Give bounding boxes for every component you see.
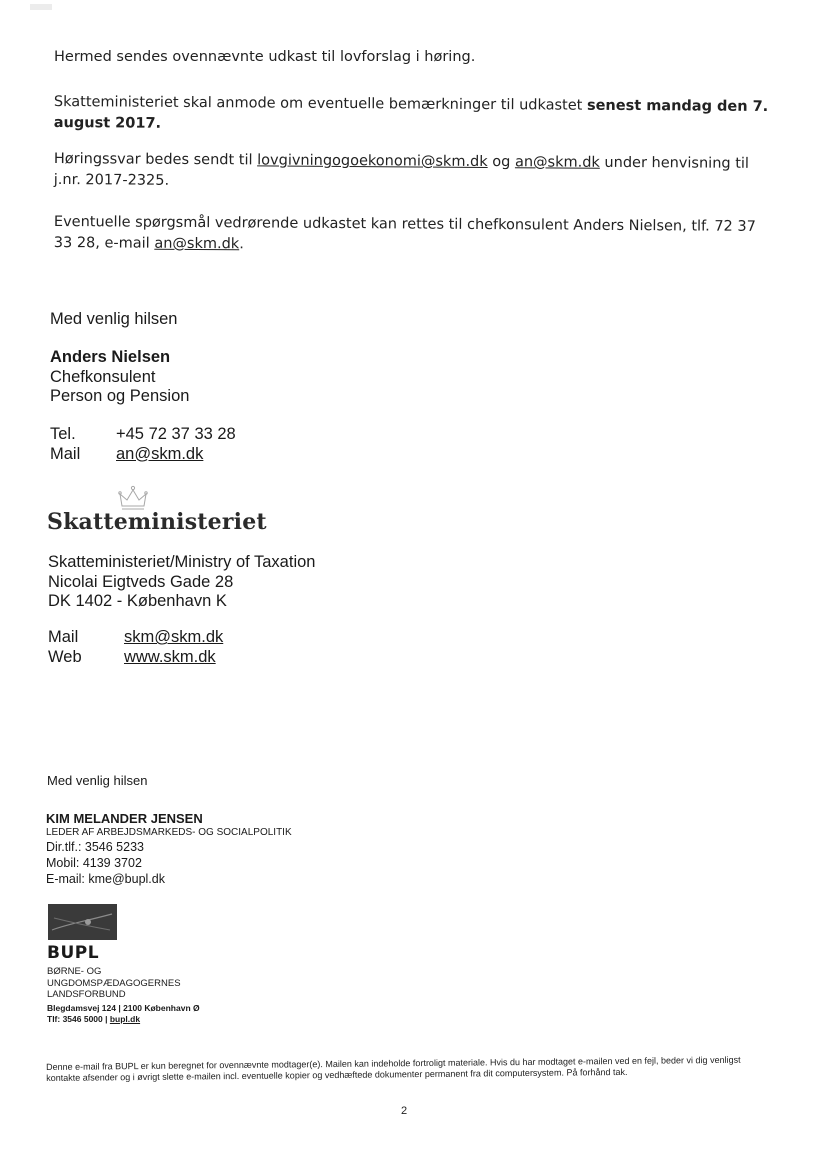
response-paragraph	[54, 149, 774, 196]
skatteministeriet-logo-text: Skatteministeriet	[47, 509, 267, 535]
bupl-org-line-1: BØRNE- OG	[47, 966, 102, 977]
scan-speck	[30, 4, 52, 10]
mail-row	[50, 445, 236, 465]
response-text-1: Høringssvar bedes sendt til	[53, 150, 258, 169]
org-address	[48, 553, 315, 612]
org-name: Skatteministeriet/Ministry of Taxation	[48, 553, 316, 571]
signer-info	[50, 348, 189, 407]
intro-paragraph	[54, 47, 774, 68]
org-mail-label: Mail	[48, 628, 79, 646]
greeting-2: Med venlig hilsen	[47, 773, 148, 788]
disclaimer	[46, 1055, 758, 1084]
deadline-paragraph	[54, 92, 774, 139]
org-street: Nicolai Eigtveds Gade 28	[48, 572, 234, 591]
questions-email-link[interactable]: an@skm.dk	[154, 235, 240, 253]
org-contact	[48, 628, 223, 667]
questions-end: .	[239, 236, 244, 253]
web-label: Web	[48, 647, 82, 666]
tel-row	[50, 425, 236, 445]
web-row	[48, 648, 223, 668]
org-email-link[interactable]: skm@skm.dk	[124, 628, 224, 646]
response-email-link-1[interactable]: lovgivningogoekonomi@skm.dk	[257, 152, 488, 171]
web-link[interactable]: www.skm.dk	[124, 647, 216, 666]
org-city: DK 1402 - København K	[48, 592, 227, 610]
signer-department: Person og Pension	[50, 387, 190, 405]
signer-title: Chefkonsulent	[50, 367, 156, 386]
signer2-info	[46, 811, 292, 887]
tel-label: Tel.	[50, 425, 76, 443]
bupl-logo-graphic	[48, 904, 117, 940]
bupl-phone: Tlf: 3546 5000 |	[47, 1014, 110, 1024]
signer-name: Anders Nielsen	[50, 348, 171, 366]
bupl-web-link[interactable]: bupl.dk	[109, 1014, 141, 1024]
signature-block-1	[50, 310, 178, 330]
bupl-org-line-3: LANDSFORBUND	[47, 989, 126, 1000]
bupl-logo-text: BUPL	[47, 943, 100, 963]
bupl-street: Blegdamsvej 124 | 2100 København Ø	[47, 1002, 200, 1013]
response-text-2: og	[487, 154, 516, 171]
signer2-mobile: Mobil: 4139 3702	[46, 856, 142, 870]
response-email-link-2[interactable]: an@skm.dk	[514, 154, 600, 171]
deadline-text: Skatteministeriet skal anmode om eventuelle bemærkninger til udkastet	[53, 93, 588, 114]
greeting: Med venlig hilsen	[50, 310, 178, 328]
signer-contact	[50, 425, 236, 464]
bupl-phone-row	[47, 1014, 200, 1026]
deadline-date: senest mandag den 7. august 2017.	[53, 97, 769, 132]
signer2-title: LEDER AF ARBEJDSMARKEDS- OG SOCIALPOLITIK	[46, 827, 292, 838]
signer-email-link[interactable]: an@skm.dk	[116, 444, 204, 463]
response-text-3: under henvisning til j.nr. 2017-2325.	[53, 154, 750, 189]
tel-value: +45 72 37 33 28	[116, 425, 236, 443]
signer2-email: E-mail: kme@bupl.dk	[46, 872, 165, 886]
intro-text: Hermed sendes ovennævnte udkast til lovforslag i høring.	[54, 49, 476, 65]
signature-block-2	[47, 773, 147, 789]
bupl-org-line-2: UNGDOMSPÆDAGOGERNES	[47, 977, 181, 989]
bupl-logo-image	[48, 904, 117, 940]
signer2-name: KIM MELANDER JENSEN	[46, 811, 203, 826]
org-mail-row	[48, 628, 223, 648]
questions-text: Eventuelle spørgsmål vedrørende udkastet kan rettes til chefkonsulent Anders Nielsen, tlf. 72 37 33 28, e-mail	[53, 213, 756, 252]
signer2-direct-phone: Dir.tlf.: 3546 5233	[46, 840, 144, 854]
disclaimer-text: Denne e-mail fra BUPL er kun beregnet for ovennævnte modtager(e). Mailen kan indeholde fortroligt materiale. Hvis du har modtaget e-mailen ved en fejl, beder vi dig venligst kontakte afsender og i øvrigt slette e-mailen incl. eventuelle kopier og vedhæftede dokumenter permanent fra dit computersystem. På forhånd tak.	[46, 1054, 741, 1083]
bupl-address	[47, 966, 200, 1026]
mail-label: Mail	[50, 444, 81, 463]
questions-paragraph	[54, 212, 774, 259]
page-number: 2	[401, 1105, 408, 1117]
